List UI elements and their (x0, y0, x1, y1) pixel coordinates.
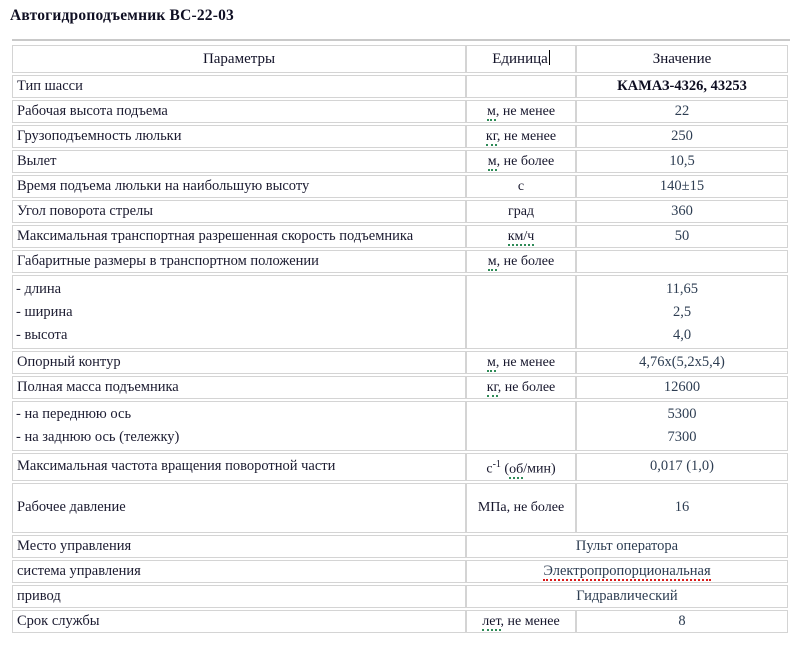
table-header-row (12, 45, 788, 73)
row-unit (466, 401, 576, 451)
table-body (12, 75, 788, 633)
row-parameter: Максимальная частота вращения поворотной части (12, 453, 466, 481)
row-parameter: привод (12, 585, 466, 608)
table-row (12, 150, 788, 173)
row-parameter: Место управления (12, 535, 466, 558)
row-merged-value: Электропропорциональная (466, 560, 788, 583)
row-parameter: Опорный контур (12, 351, 466, 374)
column-header-value: Значение (576, 45, 788, 73)
table-row (12, 560, 788, 583)
row-parameter: Грузоподъемность люльки (12, 125, 466, 148)
row-parameter: Рабочее давление (12, 483, 466, 533)
row-value: 360 (576, 200, 788, 223)
row-merged-value: Пульт оператора (466, 535, 788, 558)
row-unit: с (466, 175, 576, 198)
row-unit (466, 75, 576, 98)
row-value: 140±15 (576, 175, 788, 198)
row-value: 0,017 (1,0) (576, 453, 788, 481)
row-unit: кг, не менее (466, 125, 576, 148)
row-value (576, 250, 788, 273)
column-header-unit[interactable] (466, 45, 576, 73)
row-unit: лет, не менее (466, 610, 576, 633)
table-row (12, 453, 788, 481)
text-cursor (549, 50, 550, 65)
table-row (12, 75, 788, 98)
row-value: 50 (576, 225, 788, 248)
table-row (12, 376, 788, 399)
row-parameter: система управления (12, 560, 466, 583)
spec-table-container (12, 39, 790, 635)
row-parameter: Полная масса подъемника (12, 376, 466, 399)
table-row (12, 225, 788, 248)
row-value: 250 (576, 125, 788, 148)
row-unit: км/ч (466, 225, 576, 248)
row-parameter: Максимальная транспортная разрешенная скорость подъемника (12, 225, 466, 248)
table-row (12, 610, 788, 633)
column-header-parameter: Параметры (12, 45, 466, 73)
column-header-unit-label: Единица (492, 50, 548, 67)
table-row (12, 401, 788, 451)
page-title: Автогидроподъемник ВС-22-03 (10, 7, 234, 24)
row-unit: м, не менее (466, 100, 576, 123)
row-unit: м, не более (466, 250, 576, 273)
table-row (12, 200, 788, 223)
table-row (12, 275, 788, 349)
row-unit: м, не менее (466, 351, 576, 374)
table-row (12, 351, 788, 374)
row-unit (466, 275, 576, 349)
row-merged-value: Гидравлический (466, 585, 788, 608)
row-parameter: Время подъема люльки на наибольшую высоту (12, 175, 466, 198)
row-value: 16 (576, 483, 788, 533)
row-parameter: - длина - ширина - высота (12, 275, 466, 349)
row-value: 22 (576, 100, 788, 123)
table-row (12, 483, 788, 533)
row-unit: $с^{-1}$ (об/мин) (466, 453, 576, 481)
table-row (12, 535, 788, 558)
row-parameter: Срок службы (12, 610, 466, 633)
specification-table (12, 43, 788, 635)
row-unit: град (466, 200, 576, 223)
row-parameter: - на переднюю ось - на заднюю ось (тележку) (12, 401, 466, 451)
table-row (12, 100, 788, 123)
table-row (12, 585, 788, 608)
row-parameter: Габаритные размеры в транспортном положении (12, 250, 466, 273)
row-value: 12600 (576, 376, 788, 399)
row-unit: м, не более (466, 150, 576, 173)
row-value: КАМАЗ-4326, 43253 (576, 75, 788, 98)
row-value: 4,76х(5,2х5,4) (576, 351, 788, 374)
row-parameter: Вылет (12, 150, 466, 173)
row-parameter: Рабочая высота подъема (12, 100, 466, 123)
row-unit: кг, не более (466, 376, 576, 399)
row-parameter: Тип шасси (12, 75, 466, 98)
row-value: 10,5 (576, 150, 788, 173)
table-row (12, 175, 788, 198)
row-unit: МПа, не более (466, 483, 576, 533)
table-row (12, 250, 788, 273)
row-value: 8 (576, 610, 788, 633)
row-parameter: Угол поворота стрелы (12, 200, 466, 223)
table-row (12, 125, 788, 148)
row-value: 11,65 2,5 4,0 (576, 275, 788, 349)
row-value: 5300 7300 (576, 401, 788, 451)
